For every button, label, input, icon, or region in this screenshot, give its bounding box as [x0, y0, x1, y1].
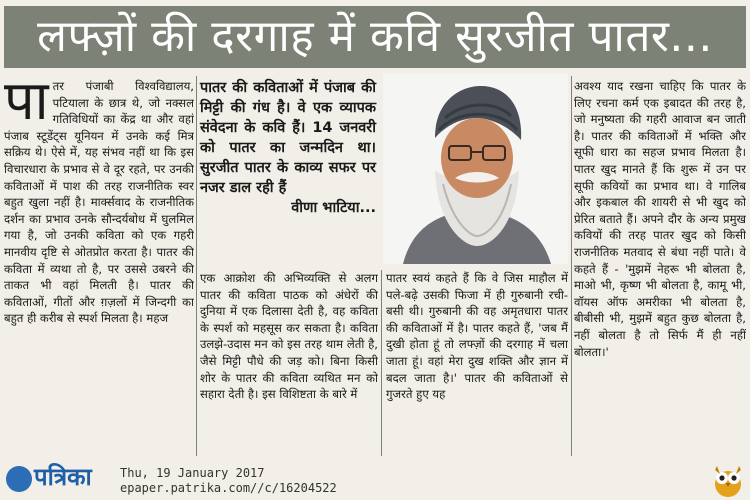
column-1-text: पातर पंजाबी विश्वविद्यालय, पटियाला के छात्र थे, जो नक्सल गतिविधियों का केंद्र था और वहां पंजाब स्टूडेंट्स यूनियन में उनके कई मित्र सक्रिय थे। ऐसे में, यह संभव नहीं था कि इस विचारधारा के प्रभाव से वे दूर रहते, पर उनकी कविताओं में पाश की तरह राजनीतिक स्वर बहुत खुला नहीं है। मार्क्सवाद के राजनीतिक दर्शन का प्रभाव उनके सौन्दर्यबोध में घुलमिल गया है, जो उनकी कविता को एक गहरी मानवीय दृष्टि से ओतप्रोत करता है। पातर की कविता में व्यथा तो है, पर उससे उबरने की ताकत भी वहां मिलती है। पातर की कविताओं, गीतों और ग़ज़लों में जिन्दगी का बहुत ही करीब से स्पर्श मिलता है। महज	[4, 78, 194, 326]
column-2-text: एक आक्रोश की अभिव्यक्ति से अलग पातर की कविता पाठक को अंधेरों की दुनिया में एक दिलासा देती है, वह कविता के स्पर्श को महसूस कर सकता है। कविता उलझे-उदास मन को इस तरह थाम लेती है, जैसे मिट्टी पौधे की जड़ को। बिना किसी शोर के पातर की कविता व्यथित मन को सहारा देती है। इस विशिष्टता के बारे में	[200, 271, 378, 402]
owl-mascot-icon	[710, 460, 746, 498]
column-rule	[196, 76, 197, 456]
deck-text: पातर की कविताओं में पंजाब की मिट्टी की गंध है। वे एक व्यापक संवेदना के कवि हैं। 14 जनवरी को पातर का जन्मदिन था। सुरजीत पातर के काव्य सफर पर नजर डाल रही हैं	[200, 80, 376, 196]
column-1	[4, 78, 194, 454]
headline: लफ्ज़ों की दरगाह में कवि सुरजीत पातर...	[4, 6, 746, 68]
column-3-text: पातर स्वयं कहते हैं कि वे जिस माहौल में पले-बढ़े उसकी फिजा में ही गुरुबानी रची-बसी थी। गुरुबानी की वह अमृतधारा पातर की कविताओं में है। पातर कहते हैं, 'जब मैं दुखी होता हूं तो लफ्ज़ों की दरगाह में चला जाता हूं। वहां मेरा दुख शक्ति और ज्ञान में बदल जाता है।' पातर की कविताओं से गुजरते हुए यह	[386, 271, 568, 402]
patrika-logo-text: पत्रिका	[34, 463, 92, 491]
column-rule	[381, 270, 382, 456]
column-4	[574, 78, 746, 454]
deck	[200, 78, 376, 268]
column-2	[200, 270, 378, 454]
edition-date: Thu, 19 January 2017	[120, 466, 265, 480]
footer	[0, 460, 750, 500]
drop-cap: पा	[4, 78, 49, 132]
column-rule	[571, 76, 572, 456]
patrika-logo-icon	[6, 466, 32, 492]
epaper-link[interactable]: epaper.patrika.com//c/16204522	[120, 481, 337, 495]
column-3	[386, 270, 568, 454]
column-4-text: अवश्य याद रखना चाहिए कि पातर के लिए रचना कर्म एक इबादत की तरह है, जो मनुष्यता की गहरी आवाज बन जाती है। पातर की कविताओं में भक्ति और सूफी धारा का सहज प्रभाव मिलता है। पातर खुद मानते हैं कि शुरू में उन पर सूफी कवियों का प्रभाव था। वे गालिब और इकबाल की शायरी से भी खुद को प्रेरित बताते हैं। अपने दौर के अन्य प्रमुख कवियों की तरह पातर खुद को किसी राजनीतिक मतवाद से बंधा नहीं पाते। वे कहते हैं - 'मुझमें नेहरू भी बोलता है, माओ भी, कृष्ण भी बोलता है, कामू भी, वॉयस ऑफ अमरीका भी बोलता है, बीबीसी भी, मुझमें बहुत कुछ बोलता है, नहीं बोलता है तो सिर्फ मैं ही नहीं बोलता।'	[574, 79, 746, 359]
portrait-image	[383, 74, 568, 264]
portrait-photo	[383, 74, 568, 264]
author-byline: वीणा भाटिया...	[291, 200, 376, 216]
